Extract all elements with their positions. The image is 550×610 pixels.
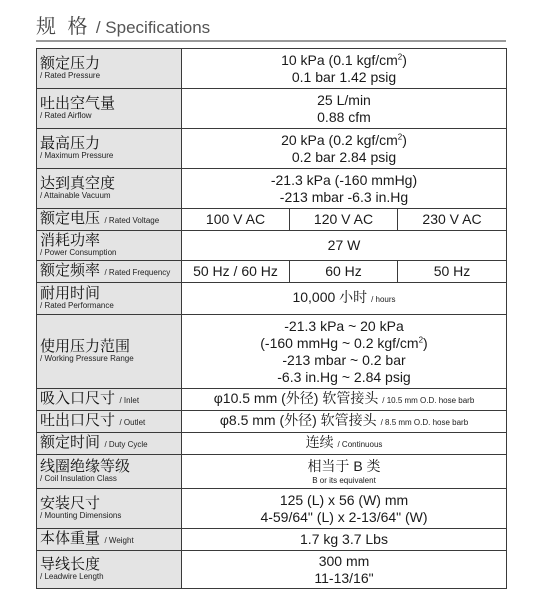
- label-english: / Duty Cycle: [104, 440, 148, 450]
- spec-value: [182, 433, 507, 455]
- spec-value: [182, 411, 507, 433]
- spec-label: [37, 489, 182, 529]
- label-english: / Rated Airflow: [40, 111, 92, 121]
- value-line: 20 kPa (0.2 kgf/cm: [281, 131, 398, 148]
- value-line: -213 mbar ~ 0.2 bar: [282, 351, 406, 368]
- value-line: -6.3 in.Hg ~ 2.84 psig: [277, 368, 411, 385]
- value-line: 0.2 bar 2.84 psig: [291, 148, 397, 165]
- table-row: [37, 455, 507, 489]
- value-line: -213 mbar -6.3 in.Hg: [279, 188, 409, 205]
- value-line: 25 L/min: [317, 91, 371, 108]
- label-chinese: 导线长度: [40, 556, 101, 574]
- table-row: [37, 389, 507, 411]
- spec-value: [182, 283, 507, 315]
- spec-value: [182, 169, 507, 209]
- label-english: / Inlet: [119, 396, 140, 406]
- spec-value: 120 V AC: [290, 209, 398, 231]
- spec-value: [182, 455, 507, 489]
- value-line-end: ): [423, 334, 428, 351]
- value-line: 10,000 小时: [292, 289, 368, 305]
- spec-label: [37, 433, 182, 455]
- value-small: / Continuous: [337, 440, 383, 449]
- label-english: / Coil Insulation Class: [40, 474, 117, 484]
- label-english: / Working Pressure Range: [40, 354, 134, 364]
- label-english: / Leadwire Length: [40, 572, 104, 582]
- table-row: [37, 209, 507, 231]
- spec-value: [182, 389, 507, 411]
- title-chinese: 规 格: [36, 16, 91, 38]
- table-row: [37, 283, 507, 315]
- label-chinese: 本体重量: [40, 530, 101, 548]
- spec-label: [37, 455, 182, 489]
- label-english: / Rated Frequency: [104, 268, 171, 278]
- spec-value: 60 Hz: [290, 261, 398, 283]
- label-chinese: 最高压力: [40, 135, 101, 153]
- label-chinese: 线圈绝缘等级: [40, 458, 131, 476]
- spec-label: [37, 261, 182, 283]
- value-line: 相当于 B 类: [307, 457, 381, 474]
- title-divider: [36, 40, 506, 42]
- value-line: -21.3 kPa ~ 20 kPa: [284, 317, 404, 334]
- spec-value: [182, 129, 507, 169]
- label-english: / Maximum Pressure: [40, 151, 114, 161]
- table-row: [37, 231, 507, 261]
- value-line: (-160 mmHg ~ 0.2 kgf/cm: [260, 334, 419, 351]
- spec-value: 50 Hz: [398, 261, 507, 283]
- table-row: [37, 551, 507, 589]
- table-row: [37, 529, 507, 551]
- label-chinese: 额定时间: [40, 434, 101, 452]
- table-row: [37, 169, 507, 209]
- label-chinese: 额定压力: [40, 55, 101, 73]
- spec-label: [37, 129, 182, 169]
- spec-value: [182, 551, 507, 589]
- value-line: φ10.5 mm (外径) 软管接头: [213, 390, 379, 406]
- label-english: / Rated Voltage: [104, 216, 160, 226]
- spec-label: [37, 169, 182, 209]
- label-chinese: 安装尺寸: [40, 495, 101, 513]
- spec-label: [37, 411, 182, 433]
- table-row: [37, 261, 507, 283]
- label-chinese: 耐用时间: [40, 285, 101, 303]
- value-line: -21.3 kPa (-160 mmHg): [270, 171, 418, 188]
- spec-label: [37, 529, 182, 551]
- label-english: / Weight: [104, 536, 134, 546]
- spec-label: [37, 389, 182, 411]
- label-chinese: 吐出空气量: [40, 95, 116, 113]
- label-chinese: 消耗功率: [40, 232, 101, 250]
- label-english: / Rated Performance: [40, 301, 114, 311]
- page-title: [36, 10, 210, 39]
- spec-value: 1.7 kg 3.7 Lbs: [182, 529, 507, 551]
- value-line: 4-59/64" (L) x 2-13/64" (W): [260, 508, 428, 525]
- label-chinese: 达到真空度: [40, 175, 116, 193]
- label-english: / Mounting Dimensions: [40, 511, 122, 521]
- value-line-end: ): [402, 51, 407, 68]
- table-row: [37, 433, 507, 455]
- value-small: / 10.5 mm O.D. hose barb: [382, 396, 475, 405]
- title-english: / Specifications: [95, 18, 211, 37]
- value-line: 0.1 bar 1.42 psig: [291, 68, 397, 85]
- spec-value: 27 W: [182, 231, 507, 261]
- table-row: [37, 49, 507, 89]
- spec-label: [37, 231, 182, 261]
- table-row: [37, 129, 507, 169]
- spec-label: [37, 551, 182, 589]
- spec-label: [37, 283, 182, 315]
- label-chinese: 吸入口尺寸: [40, 390, 116, 408]
- value-small: B or its equivalent: [312, 475, 376, 485]
- spec-label: [37, 49, 182, 89]
- value-line: 300 mm: [318, 552, 370, 569]
- table-row: [37, 489, 507, 529]
- label-english: / Rated Pressure: [40, 71, 101, 81]
- value-line-end: ): [402, 131, 407, 148]
- value-line: 10 kPa (0.1 kgf/cm: [281, 51, 398, 68]
- table-row: [37, 315, 507, 389]
- label-english: / Outlet: [119, 418, 146, 428]
- label-chinese: 使用压力范围: [40, 338, 131, 356]
- table-row: [37, 89, 507, 129]
- spec-label: [37, 89, 182, 129]
- label-english: / Power Consumption: [40, 248, 117, 258]
- value-line: 0.88 cfm: [317, 108, 371, 125]
- label-english: / Attainable Vacuum: [40, 191, 111, 201]
- superscript: 2: [397, 51, 403, 61]
- spec-value: [182, 315, 507, 389]
- label-chinese: 额定频率: [40, 262, 101, 280]
- spec-value: [182, 49, 507, 89]
- spec-value: [182, 89, 507, 129]
- superscript: 2: [418, 334, 424, 344]
- spec-label: [37, 315, 182, 389]
- spec-value: 230 V AC: [398, 209, 507, 231]
- value-small: / 8.5 mm O.D. hose barb: [380, 418, 469, 427]
- label-chinese: 额定电压: [40, 210, 101, 228]
- spec-value: [182, 489, 507, 529]
- value-line: 连续: [305, 434, 334, 450]
- value-line: 125 (L) x 56 (W) mm: [279, 491, 409, 508]
- spec-label: [37, 209, 182, 231]
- label-chinese: 吐出口尺寸: [40, 412, 116, 430]
- specifications-table: [36, 48, 507, 589]
- value-line: φ8.5 mm (外径) 软管接头: [219, 412, 377, 428]
- spec-value: 50 Hz / 60 Hz: [182, 261, 290, 283]
- table-row: [37, 411, 507, 433]
- value-small: / hours: [371, 295, 396, 304]
- superscript: 2: [397, 131, 403, 141]
- value-line: 11-13/16": [314, 569, 374, 586]
- spec-value: 100 V AC: [182, 209, 290, 231]
